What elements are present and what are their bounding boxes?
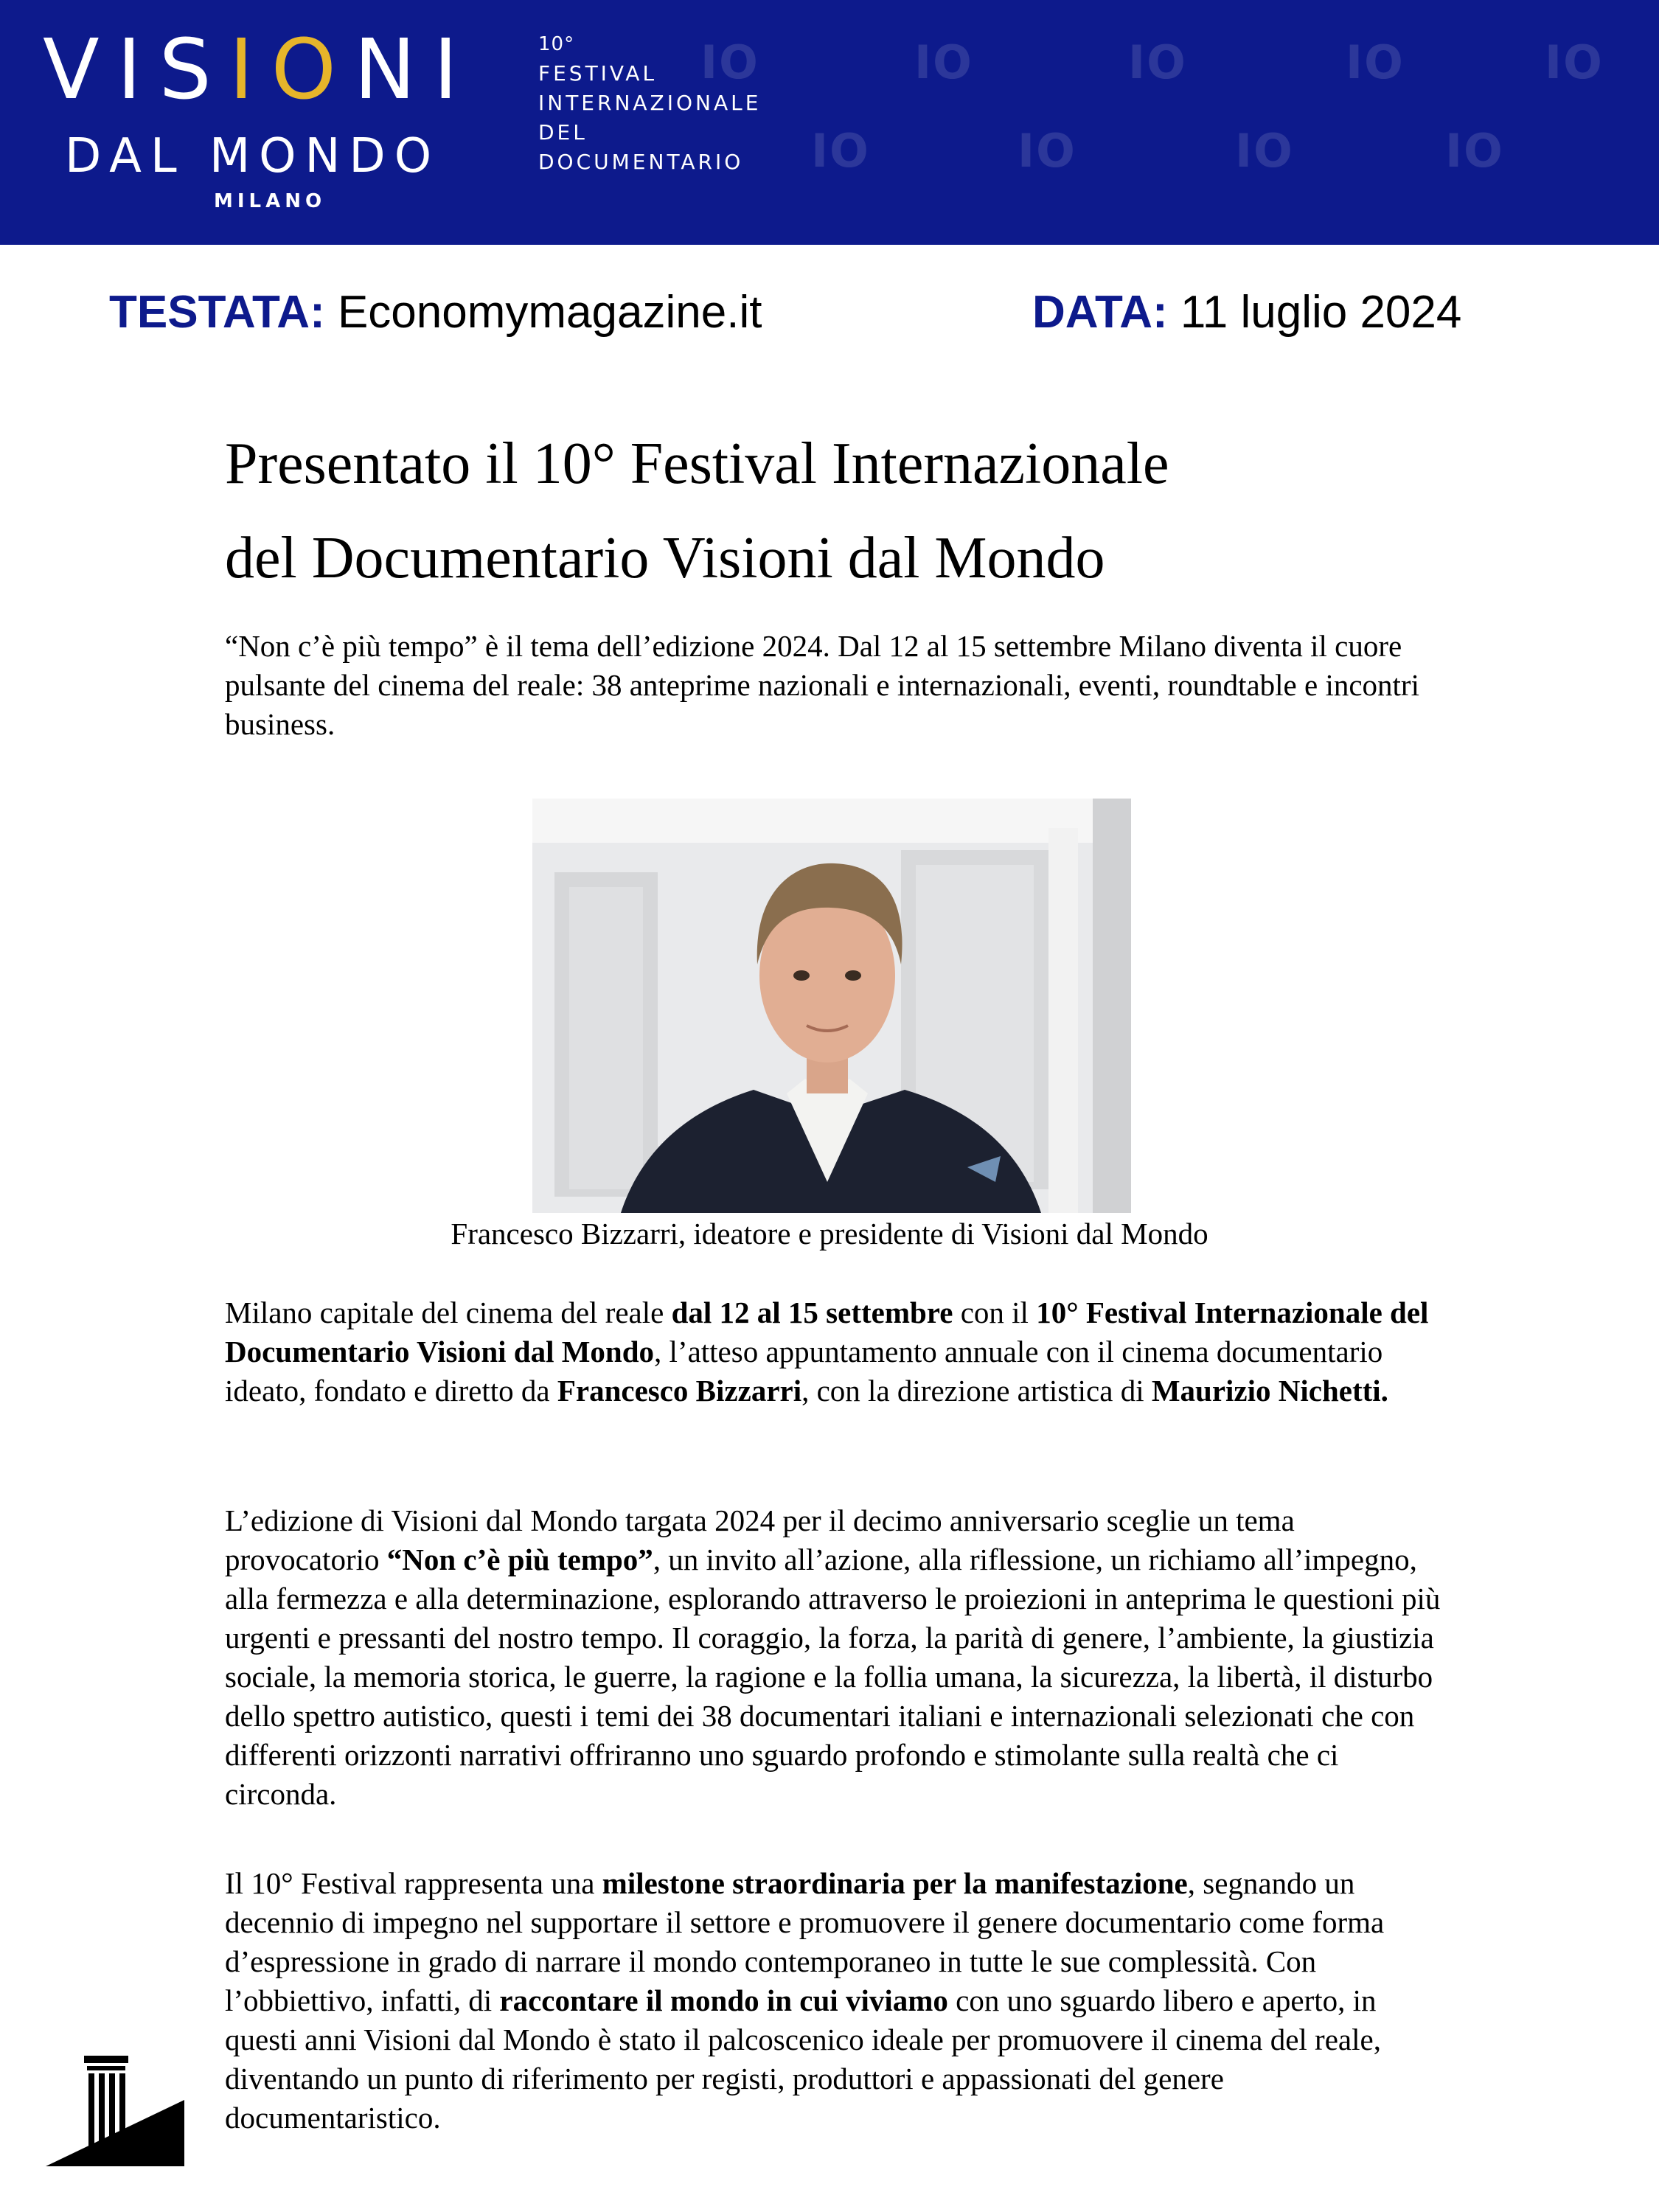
testata-value: Economymagazine.it [324,287,762,338]
data-label: DATA: [1032,287,1168,338]
logo-dal-mondo: DAL MONDO [65,129,441,184]
photo-caption: Francesco Bizzarri, ideatore e presidente di Visioni dal Mondo [451,1217,1208,1251]
watermark-glyph: IO [1018,124,1077,178]
paragraph-2 [225,1501,1441,1814]
logo-visioni [43,22,476,118]
p1-bold-bizzarri: Francesco Bizzarri [557,1374,802,1408]
watermark-glyph: IO [1545,35,1604,89]
article-lead: “Non c’è più tempo” è il tema dell’edizione 2024. Dal 12 al 15 settembre Milano diventa il cuore pulsante del cinema del reale: 38 anteprime nazionali e internazionali, eventi, roundtable e incontri business. [225,629,1419,741]
data-value: 11 luglio 2024 [1167,287,1462,338]
festival-line: FESTIVAL [538,61,658,86]
article-title [225,417,1478,605]
paragraph-1 [225,1293,1441,1411]
p1-bold-festival: 10° Festival Internazionale del Documentario Visioni dal Mondo [225,1295,1429,1368]
p3-text: Il 10° Festival rappresenta una [225,1866,602,1900]
watermark-glyph: IO [1235,124,1294,178]
p1-text: , l’atteso appuntamento annuale con il cinema documentario ideato, fondato e diretto da [225,1335,1383,1408]
p2-text: L’edizione di Visioni dal Mondo targata 2024 per il decimo anniversario sceglie un tema provocatorio [225,1503,1295,1576]
p3-bold-milestone: milestone straordinaria per la manifestazione [602,1866,1188,1900]
p3-text: , segnando un decennio di impegno nel supportare il settore e promuovere il genere documentario come forma d’espressione in grado di narrare il mondo contemporaneo in tutte le sue complessità. Con l’obbiettivo, infatti, di [225,1866,1385,2017]
logo-visioni-io: IO [229,22,354,118]
watermark-glyph: IO [1346,35,1405,89]
p1-bold-nichetti: Maurizio Nichetti. [1151,1374,1388,1408]
logo-milano: MILANO [214,190,327,212]
title-line-1: Presentato il 10° Festival Internazionale [225,431,1169,496]
p1-text: Milano capitale del cinema del reale [225,1295,672,1329]
paragraph-3 [225,1864,1441,2138]
watermark-glyph: IO [811,124,870,178]
p1-text: con il [953,1295,1037,1329]
p1-bold-dates: dal 12 al 15 settembre [671,1295,953,1329]
festival-label [538,29,761,177]
logo-visioni-pre: VIS [43,22,229,118]
p2-text: , un invito all’azione, alla riflessione, un richiamo all’impegno, alla fermezza e alla determinazione, esplorando attraverso le proiezioni in anteprima le questioni più urgenti e pressanti del nostro tempo. Il coraggio, la forza, la parità di genere, l’ambiente, la giustizia sociale, la memoria storica, le guerre, la ragione e la follia umana, la sicurezza, la libertà, il disturbo dello spettro autistico, questi i temi dei 38 documentari italiani e internazionali selezionati che con differenti orizzonti narrativi offriranno uno sguardo profondo e stimolante sulla realtà che ci circonda. [225,1543,1441,1811]
watermark-glyph: IO [1128,35,1187,89]
portrait-photo [532,799,1131,1213]
logo-visioni-post: NI [353,22,476,118]
p3-bold-raccontare: raccontare il mondo in cui viviamo [499,1983,948,2017]
testata [109,286,762,338]
p1-text: , con la direzione artistica di [801,1374,1152,1408]
watermark-glyph: IO [700,35,759,89]
festival-line: INTERNAZIONALE [538,91,762,115]
festival-number: 10° [538,33,575,55]
data [1032,286,1461,338]
festival-line: DEL [538,120,588,145]
header-banner [0,0,1659,245]
column-staircase-icon [46,2056,184,2168]
testata-label: TESTATA: [109,287,325,338]
watermark-glyph: IO [914,35,973,89]
p2-bold-theme: “Non c’è più tempo” [386,1543,653,1576]
watermark-glyph: IO [1445,124,1504,178]
festival-line: DOCUMENTARIO [538,150,744,174]
title-line-2: del Documentario Visioni dal Mondo [225,526,1105,591]
p3-text: con uno sguardo libero e aperto, in questi anni Visioni dal Mondo è stato il palcoscenico ideale per promuovere il cinema del reale, diventando un punto di riferimento per registi, produttori e appassionati del genere documentaristico. [225,1983,1381,2135]
portrait-photo-illustration [532,799,1131,1213]
